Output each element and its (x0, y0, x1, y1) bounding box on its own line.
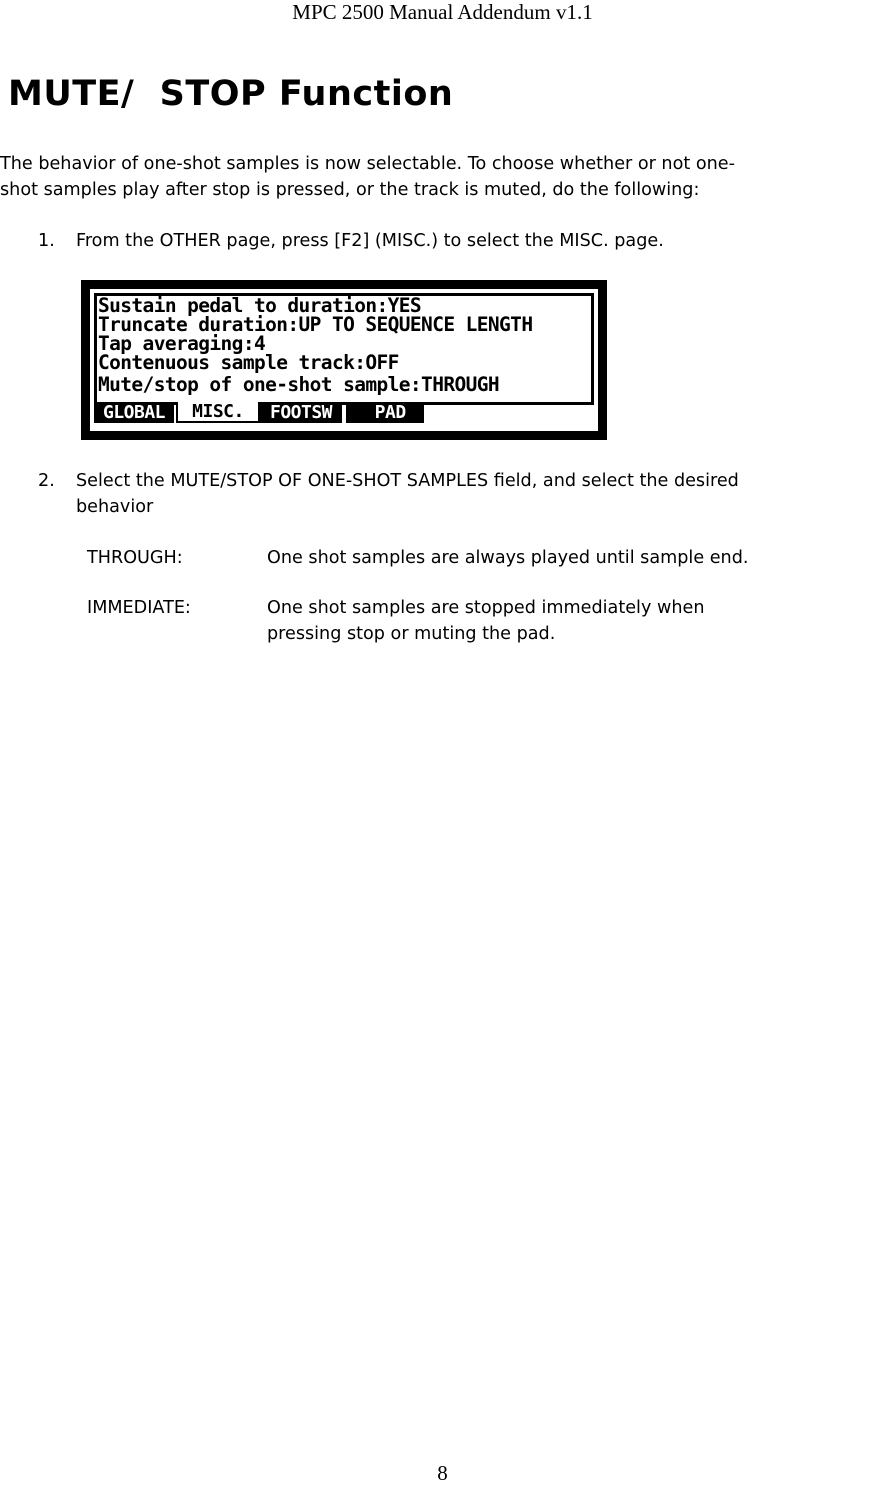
step-text-line-1: Select the MUTE/STOP OF ONE-SHOT SAMPLES field, and select the desired (76, 471, 739, 491)
lcd-tab-global: GLOBAL (94, 402, 174, 423)
lcd-tab-misc: MISC. (176, 402, 260, 423)
running-header: MPC 2500 Manual Addendum v1.1 (292, 0, 593, 24)
definition-line-1: One shot samples are stopped immediately when (267, 598, 705, 618)
lcd-tab-bar (94, 402, 598, 423)
intro-line-1: The behavior of one-shot samples is now selectable. To choose whether or not one- (0, 154, 735, 174)
definition-term: IMMEDIATE: (87, 598, 191, 618)
step-text (76, 468, 739, 520)
lcd-tab-pad: PAD (346, 402, 424, 423)
lcd-line-tap: Tap averaging:4 (98, 332, 266, 355)
lcd-screen (90, 289, 598, 431)
definition-description (267, 545, 748, 571)
intro-line-2: shot samples play after stop is pressed, or the track is muted, do the following: (0, 180, 700, 200)
lcd-line-truncate: Truncate duration:UP TO SEQUENCE LENGTH (98, 313, 533, 336)
definition-description (267, 595, 704, 647)
lcd-line-sustain: Sustain pedal to duration:YES (98, 294, 422, 317)
lcd-tab-footsw: FOOTSW (260, 402, 342, 423)
step-text (76, 228, 664, 254)
lcd-line-mute-stop: Mute/stop of one-shot sample:THROUGH (98, 373, 500, 396)
step-number: 2. (38, 471, 55, 491)
step-text-line-2: behavior (76, 497, 154, 517)
page-number: 8 (437, 1461, 448, 1485)
definition-term: THROUGH: (87, 548, 183, 568)
definition-line-2: pressing stop or muting the pad. (267, 624, 556, 644)
page-title: MUTE/ STOP Function (8, 74, 454, 114)
lcd-screenshot (81, 280, 607, 440)
intro-paragraph (0, 151, 885, 203)
definition-line-1: One shot samples are always played until sample end. (267, 548, 749, 568)
lcd-line-continuous: Contenuous sample track:OFF (98, 351, 399, 374)
step-number: 1. (38, 231, 55, 251)
step-text-line-1: From the OTHER page, press [F2] (MISC.) to select the MISC. page. (76, 231, 664, 251)
